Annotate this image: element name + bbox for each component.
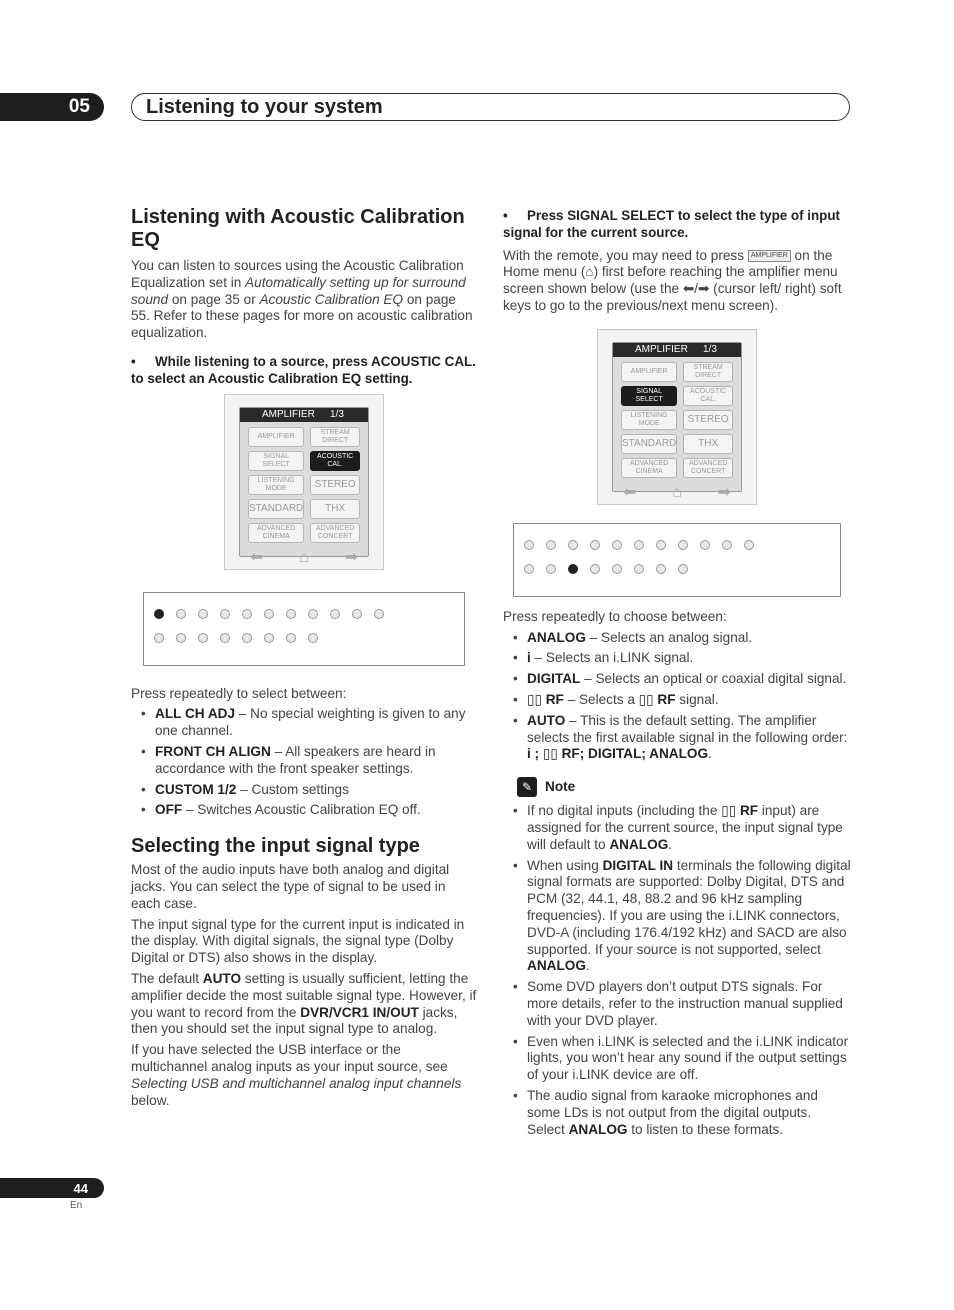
panel-knob — [220, 633, 230, 643]
remote-btn-advanced-concert: ADVANCED CONCERT — [683, 458, 733, 478]
acoustic-intro: You can listen to sources using the Acoustic Calibration Equalization set in Automatically setting up for surround sound on page 35 or Acoustic Calibration EQ on page 55. Refer to these pages for more on acoustic calibration equalization. — [131, 258, 473, 341]
remote-title-bar: AMPLIFIER 1/3 — [240, 408, 368, 422]
panel-knob — [700, 540, 710, 550]
remote-btn-listening-mode: LISTENING MODE — [621, 410, 677, 430]
panel-knob — [678, 540, 688, 550]
remote-btn-acoustic-cal: ACOUSTIC CAL. — [683, 386, 733, 406]
amplifier-key-icon: AMPLIFIER — [748, 250, 791, 262]
panel-knob — [176, 633, 186, 643]
remote-screen — [612, 342, 742, 501]
panel-knob — [242, 633, 252, 643]
chapter-title: Listening to your system — [131, 93, 850, 121]
note-pencil-icon: ✎ — [517, 777, 537, 797]
remote-btn-advanced-cinema: ADVANCED CINEMA — [248, 523, 304, 543]
page-language: En — [70, 1200, 83, 1211]
remote-nav — [613, 483, 741, 504]
panel-knob — [568, 540, 578, 550]
home-icon: ⌂ — [585, 264, 594, 280]
panel-knob — [634, 564, 644, 574]
section-title-input-signal: Selecting the input signal type — [131, 835, 420, 858]
chapter-number-tab: 05 — [0, 93, 104, 121]
panel-knob — [220, 609, 230, 619]
list-item: • Even when i.LINK is selected and the i.LINK indicator lights, you won’t hear any sound if the output settings of your i.LINK device are off. — [513, 1034, 851, 1084]
acoustic-options-list — [131, 706, 477, 819]
remote-btn-stereo: STEREO — [683, 410, 733, 430]
panel-knob — [546, 540, 556, 550]
input-signal-p2: The input signal type for the current input is indicated in the display. With digital signals, the signal type (Dolby Digital or DTS) also shows in the display. — [131, 916, 465, 966]
panel-knob — [612, 540, 622, 550]
remote-btn-stereo: STEREO — [310, 475, 360, 495]
panel-knob — [744, 540, 754, 550]
press-repeatedly-right: Press repeatedly to choose between: — [503, 608, 727, 624]
remote-btn-listening-mode: LISTENING MODE — [248, 475, 304, 495]
right-arrow-icon: ➡ — [344, 548, 358, 566]
home-icon: ⌂ — [672, 483, 682, 501]
panel-knob — [634, 540, 644, 550]
list-item: • ALL CH ADJ – No special weighting is given to any one channel. — [141, 706, 477, 740]
remote-btn-amplifier: AMPLIFIER — [621, 362, 677, 382]
front-panel-figure — [143, 592, 465, 666]
list-item: • i – Selects an i.LINK signal. — [513, 650, 851, 667]
list-item: • When using DIGITAL IN terminals the following digital signal formats are supported: Dolby Digital, DTS and PCM (32, 44.1, 48, 88.2 and 96 kHz sampling frequencies). If you are using the i.LINK connectors, DVD-A (including 176.4/192 kHz) and SACD are also supported. If your source is not supported, select ANALOG. — [513, 858, 851, 976]
right-column — [503, 208, 851, 1142]
list-item: • OFF – Switches Acoustic Calibration EQ off. — [141, 802, 477, 819]
right-arrow-icon: ➡ — [717, 483, 731, 501]
list-item: • ▯▯ RF – Selects a ▯▯ RF signal. — [513, 692, 851, 709]
remote-screen — [239, 407, 369, 566]
home-icon: ⌂ — [299, 548, 309, 566]
panel-knob — [524, 564, 534, 574]
panel-knob-row-1 — [514, 524, 840, 550]
panel-knob — [264, 633, 274, 643]
signal-options-list — [503, 630, 851, 764]
remote-btn-stream-direct: STREAM DIRECT — [310, 427, 360, 447]
panel-knob — [286, 633, 296, 643]
page-number: 44 — [0, 1178, 104, 1198]
panel-knob — [722, 540, 732, 550]
panel-knob — [568, 564, 578, 574]
press-repeatedly-left: Press repeatedly to select between: — [131, 685, 347, 701]
remote-screen-figure-2 — [597, 329, 757, 505]
panel-knob — [176, 609, 186, 619]
list-item: • DIGITAL – Selects an optical or coaxial digital signal. — [513, 671, 851, 688]
section-title-acoustic-cal: Listening with Acoustic Calibration EQ — [131, 206, 465, 251]
panel-knob — [590, 540, 600, 550]
ilink-icon: i — [527, 650, 531, 666]
remote-button-grid — [240, 422, 368, 548]
panel-knob — [154, 633, 164, 643]
left-column — [131, 206, 477, 1113]
panel-knob — [612, 564, 622, 574]
list-item: • If no digital inputs (including the ▯▯ RF input) are assigned for the current source, the input signal type will default to ANALOG. — [513, 803, 851, 853]
remote-btn-signal-select: SIGNAL SELECT — [621, 386, 677, 406]
remote-btn-acoustic-cal: ACOUSTIC CAL. — [310, 451, 360, 471]
panel-knob — [656, 540, 666, 550]
step-acoustic-cal: • While listening to a source, press ACOUSTIC CAL. to select an Acoustic Calibration EQ setting. — [131, 353, 476, 386]
panel-knob — [524, 540, 534, 550]
left-arrow-icon: ⬅ — [623, 483, 637, 501]
cursor-arrows-icon: ⬅/➡ — [682, 281, 710, 297]
panel-knob — [286, 609, 296, 619]
panel-knob — [264, 609, 274, 619]
panel-knob — [198, 633, 208, 643]
step-signal-select: • Press SIGNAL SELECT to select the type of input signal for the current source. — [503, 208, 840, 240]
remote-btn-thx: THX — [683, 434, 733, 454]
remote-btn-advanced-concert: ADVANCED CONCERT — [310, 523, 360, 543]
remote-screen-figure — [224, 394, 384, 570]
panel-knob — [678, 564, 688, 574]
signal-select-instructions: With the remote, you may need to press AMPLIFIER on the Home menu (⌂) first before reaching the amplifier menu screen shown below (use the ⬅/➡ (cursor left/ right) soft keys to go to the previous/next menu screen). — [503, 247, 842, 313]
input-signal-p4: If you have selected the USB interface or the multichannel analog inputs as your input source, see Selecting USB and multichannel analog input channels below. — [131, 1042, 462, 1108]
remote-btn-advanced-cinema: ADVANCED CINEMA — [621, 458, 677, 478]
panel-knob — [374, 609, 384, 619]
note-heading: ✎ Note — [517, 777, 851, 797]
panel-knob — [330, 609, 340, 619]
panel-knob — [352, 609, 362, 619]
notes-list — [503, 803, 851, 1138]
list-item: • AUTO – This is the default setting. The amplifier selects the first available signal in the following order: i ; ▯▯ RF; DIGITAL; ANALOG. — [513, 713, 851, 763]
panel-knob — [546, 564, 556, 574]
list-item: • CUSTOM 1/2 – Custom settings — [141, 782, 477, 799]
remote-btn-signal-select: SIGNAL SELECT — [248, 451, 304, 471]
input-signal-p1: Most of the audio inputs have both analog and digital jacks. You can select the type of signal to be used in each case. — [131, 862, 450, 911]
remote-btn-standard: STANDARD — [621, 434, 677, 454]
list-item: • ANALOG – Selects an analog signal. — [513, 630, 851, 647]
list-item: • FRONT CH ALIGN – All speakers are heard in accordance with the front speaker settings. — [141, 744, 477, 778]
panel-knob — [198, 609, 208, 619]
input-signal-p3: The default AUTO setting is usually sufficient, letting the amplifier decide the most suitable signal type. However, if you want to record from the DVR/VCR1 IN/OUT jacks, then you should set the input signal type to analog. — [131, 970, 477, 1037]
panel-knob — [308, 633, 318, 643]
panel-knob — [590, 564, 600, 574]
remote-nav — [240, 548, 368, 569]
panel-knob-row-2 — [144, 619, 464, 643]
panel-knob — [242, 609, 252, 619]
list-item: • Some DVD players don’t output DTS signals. For more details, refer to the instruction manual supplied with your DVD player. — [513, 979, 851, 1029]
remote-title-bar: AMPLIFIER 1/3 — [613, 343, 741, 357]
left-arrow-icon: ⬅ — [250, 548, 264, 566]
remote-btn-standard: STANDARD — [248, 499, 304, 519]
remote-button-grid — [613, 357, 741, 483]
panel-knob — [154, 609, 164, 619]
panel-knob — [308, 609, 318, 619]
front-panel-figure-2 — [513, 523, 841, 597]
list-item: • The audio signal from karaoke microphones and some LDs is not output from the digital outputs. Select ANALOG to listen to these formats. — [513, 1088, 851, 1138]
remote-btn-amplifier: AMPLIFIER — [248, 427, 304, 447]
remote-btn-thx: THX — [310, 499, 360, 519]
remote-btn-stream-direct: STREAM DIRECT — [683, 362, 733, 382]
panel-knob-row-1 — [144, 593, 464, 619]
panel-knob-row-2 — [514, 550, 840, 574]
panel-knob — [656, 564, 666, 574]
